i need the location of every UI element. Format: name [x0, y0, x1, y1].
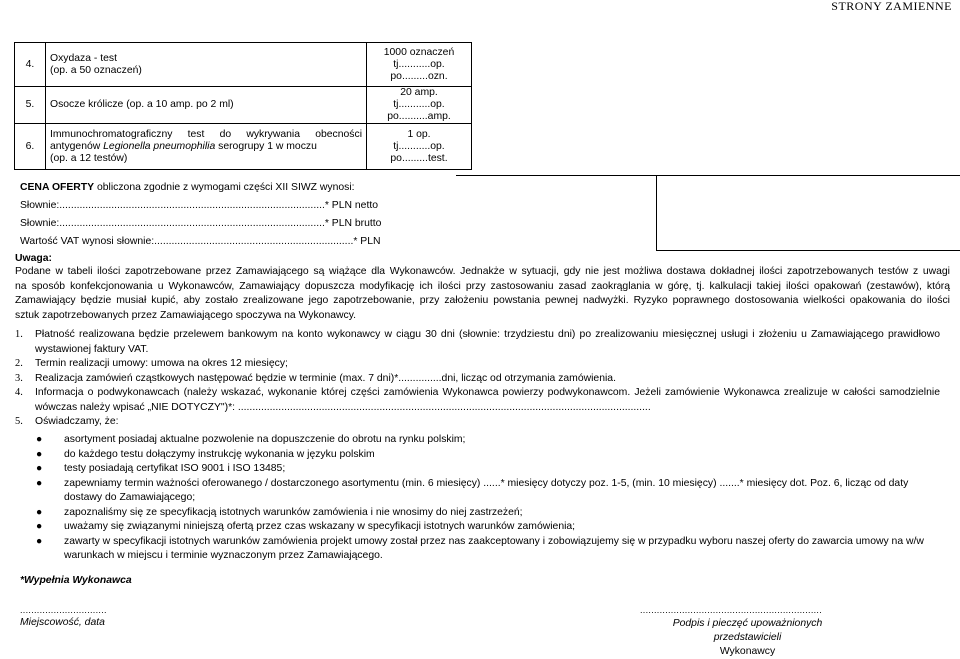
footnote: *Wypełnia Wykonawca: [20, 575, 132, 586]
list-item: [15, 328, 940, 357]
list-item-text: zapewniamy termin ważności oferowanego / dostarczonego asortymentu (min. 6 miesięcy) ......* miesięcy dotyczy poz. 1-5, (min. 10 miesięcy) .......* miesięcy dot. Poz. 6, licząc od daty dostawy do Zamawiającego;: [64, 477, 909, 503]
quantity-line: 1 op.: [407, 128, 431, 140]
list-item: [36, 462, 944, 477]
items-table: [14, 42, 472, 170]
quantity-line: 20 amp.: [400, 87, 438, 98]
bullet-icon: ●: [36, 506, 43, 518]
note-line: Podane w tabeli ilości zapotrzebowane przez Zamawiającego są wiążące dla Wykonawców. Jednakże w sytuacji, gdy nie jest możliwa dostawa dokładnej ilości zapotrzebowanych testów z uwagi: [15, 266, 950, 277]
list-item: [36, 433, 944, 448]
note-line: Zamawiający będzie musiał kupić, aby zostało zrealizowane jego zapotrzebowanie, przy założeniu powstania pewnej nadwyżki. Ryzyko poprawnego dostosowania wielkości opakowania do ilości: [15, 295, 950, 306]
quantity-line: tj...........op.: [393, 99, 445, 110]
table-row: [15, 87, 472, 124]
bullet-icon: ●: [36, 477, 43, 489]
note-paragraph: [15, 265, 950, 323]
bullet-icon: ●: [36, 463, 43, 474]
item-description-line: Oxydaza - test: [50, 52, 117, 64]
list-number: 3.: [15, 372, 23, 384]
list-item: [36, 448, 944, 463]
list-item: [15, 372, 940, 387]
item-number: 4.: [15, 43, 46, 87]
offer-price-label: CENA OFERTY: [20, 182, 95, 193]
quantity-line: po..........amp.: [387, 111, 451, 122]
item-description-line: (op. a 50 oznaczeń): [50, 64, 142, 76]
bullet-icon: ●: [36, 521, 43, 532]
quantity-line: tj...........op.: [393, 140, 445, 152]
quantity-line: po.........test.: [390, 152, 448, 164]
item-quantity: [367, 124, 472, 170]
declarations-list: [36, 433, 944, 564]
item-number: 6.: [15, 124, 46, 170]
signature-label-line: Wykonawcy: [719, 646, 776, 657]
item-description: [46, 43, 367, 87]
page-header-title: STRONY ZAMIENNE: [831, 0, 952, 13]
list-number: 5.: [15, 416, 23, 427]
quantity-line: tj...........op.: [393, 58, 445, 70]
list-item-text: Informacja o podwykonawcach (należy wskazać, wykonanie której części zamówienia Wykonawca powierzy podwykonawcom. Jeżeli zamówienie Wykonawca zrealizuje w całości samodzielnie wówczas należy wpisać „NIE DOTYCZY")*: ...............................................................................................................................................: [35, 387, 940, 413]
item-description-line: [50, 141, 362, 153]
item-number: 5.: [15, 87, 46, 124]
list-item: [36, 535, 944, 564]
vat-amount-field[interactable]: Wartość VAT wynosi słownie:.....................................................................* PLN: [20, 236, 381, 247]
list-item: [36, 520, 944, 535]
item-description: [46, 124, 367, 170]
list-number: 1.: [15, 329, 23, 340]
list-item-text: asortyment posiadaj aktualne pozwolenie na dopuszczenie do obrotu na rynku polskim;: [64, 434, 466, 445]
list-item-text: do każdego testu dołączymy instrukcję wykonania w języku polskim: [64, 448, 375, 460]
bullet-icon: ●: [36, 535, 43, 547]
price-entry-box[interactable]: [656, 176, 960, 251]
list-item-text: testy posiadają certyfikat ISO 9001 i ISO 13485;: [64, 463, 286, 474]
offer-price-text: obliczona zgodnie z wymogami części XII SIWZ wynosi:: [94, 182, 355, 193]
list-item: [15, 386, 940, 415]
signature-label: [640, 617, 855, 659]
bullet-icon: ●: [36, 448, 43, 460]
note-line: sztuk zapotrzebowanych przez Zamawiającego spoczywa na Wykonawcy.: [15, 309, 357, 321]
list-item-text: Oświadczamy, że:: [35, 416, 119, 427]
price-gross-field[interactable]: Słownie:............................................................................................* PLN brutto: [20, 218, 382, 229]
place-date-field[interactable]: ...............................: [20, 605, 107, 615]
signature-field[interactable]: .................................................................: [640, 605, 823, 615]
signature-label-line: Podpis i pieczęć upoważnionych przedstawicieli: [672, 618, 823, 643]
list-item-text: Realizacja zamówień cząstkowych następować będzie w terminie (max. 7 dni)*...............dni, licząc od otrzymania zamówienia.: [35, 372, 616, 384]
list-item-text: Termin realizacji umowy: umowa na okres 12 miesięcy;: [35, 358, 288, 369]
table-row: [15, 43, 472, 87]
list-item: [36, 506, 944, 521]
description-text: serogrupy 1 w moczu: [215, 140, 317, 152]
list-number: 2.: [15, 358, 23, 369]
list-item: [15, 357, 940, 372]
description-text: antygenów: [50, 140, 104, 152]
note-heading: Uwaga:: [15, 253, 52, 264]
terms-list: [15, 328, 940, 430]
place-date-label: Miejscowość, data: [20, 617, 105, 628]
bullet-icon: ●: [36, 434, 43, 445]
list-item-text: zapoznaliśmy się ze specyfikacją istotnych warunków zamówienia i nie wnosimy do niej zastrzeżeń;: [64, 506, 523, 518]
item-description-line: Immunochromatograficzny test do wykrywania obecności: [50, 128, 362, 140]
offer-price-heading: [20, 182, 355, 193]
list-item-text: zawarty w specyfikacji istotnych warunków zamówienia projekt umowy został przez nas zaakceptowany i zobowiązujemy się w przypadku wyboru naszej oferty do zawarcia umowy na w/w warunkach w miejscu i terminie wyznaczonym przez Zamawiającego.: [64, 535, 924, 561]
list-number: 4.: [15, 387, 23, 398]
item-description-line: Osocze królicze (op. a 10 amp. po 2 ml): [50, 99, 234, 110]
list-item: [36, 477, 944, 506]
list-item: [15, 415, 940, 430]
list-item-text: Płatność realizowana będzie przelewem bankowym na konto wykonawcy w ciągu 30 dni (słownie: trzydziestu dni) po zrealizowaniu miesięcznej usługi i złożeniu u Zamawiającego prawidłowo wystawionej faktury VAT.: [35, 329, 940, 355]
item-description-line: (op. a 12 testów): [50, 152, 128, 164]
quantity-line: 1000 oznaczeń: [383, 46, 455, 58]
table-row: [15, 124, 472, 170]
item-quantity: [367, 43, 472, 87]
note-line: na sposób konfekcjonowania u Wykonawców, Zamawiający dopuszcza modyfikację ich ilości przy zastosowaniu zasad zaokrąglania w górę, tj. kalkulacji takiej ilości opakowań (zestawów), którą: [15, 280, 950, 292]
list-item-text: uważamy się związanymi niniejszą ofertą przez czas wskazany w specyfikacji istotnych warunków zamówienia;: [64, 521, 576, 532]
quantity-line: po.........ozn.: [390, 70, 448, 82]
item-description: [46, 87, 367, 124]
price-net-field[interactable]: Słownie:............................................................................................* PLN netto: [20, 200, 379, 211]
item-quantity: [367, 87, 472, 124]
species-name: Legionella pneumophilia: [103, 140, 216, 152]
